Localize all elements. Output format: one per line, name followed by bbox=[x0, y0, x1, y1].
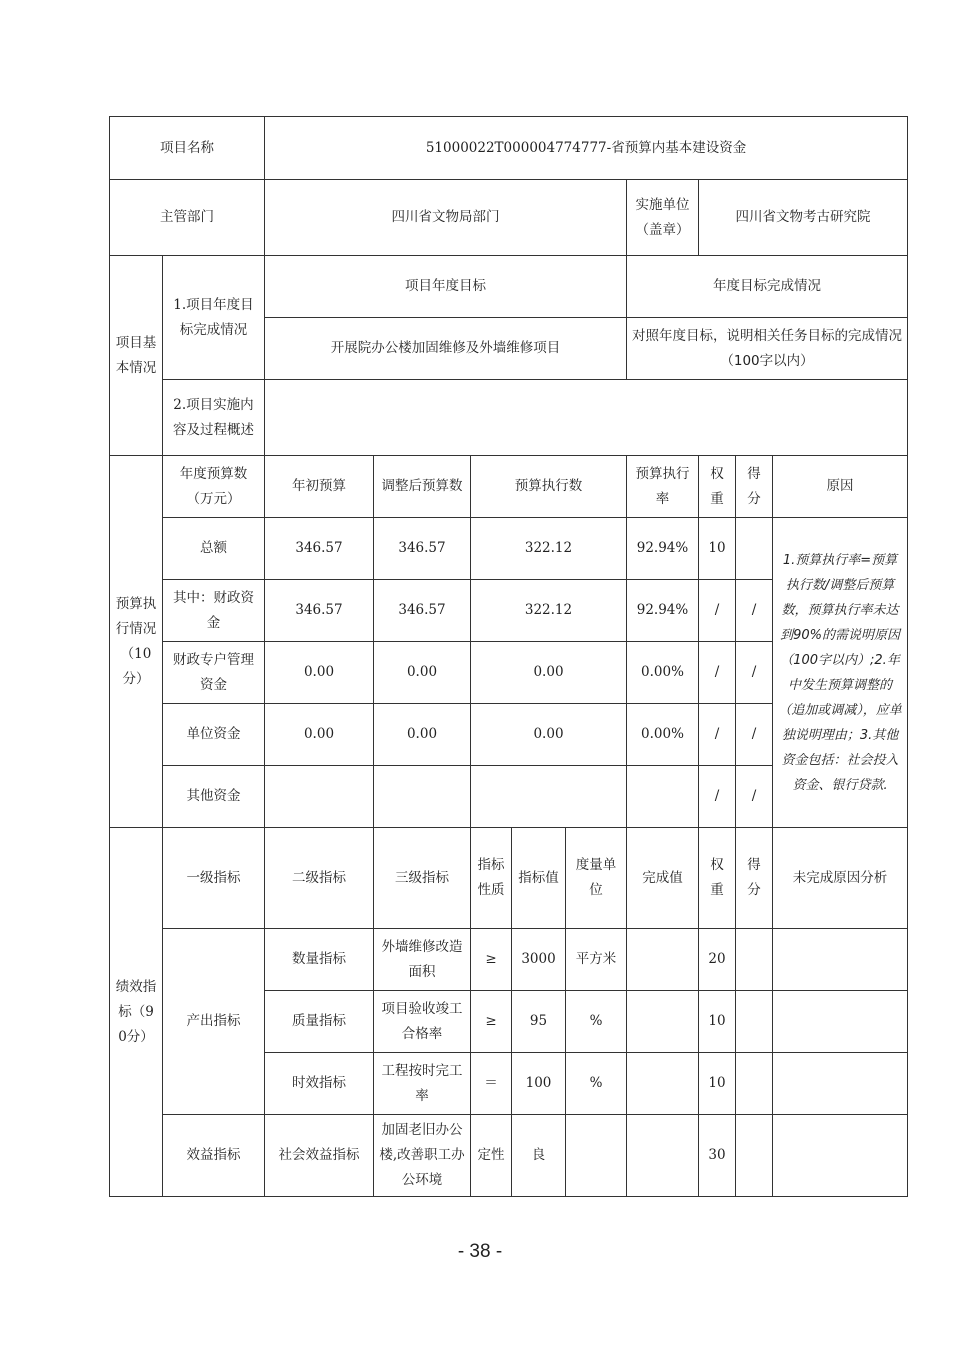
budget-row-initial: 346.57 bbox=[265, 580, 374, 642]
budget-header-reason: 原因 bbox=[773, 456, 908, 518]
budget-row-adjusted: 346.57 bbox=[374, 580, 471, 642]
perf-row-actual bbox=[627, 1115, 699, 1197]
perf-header-actual: 完成值 bbox=[627, 828, 699, 929]
annual-goal-value: 开展院办公楼加固维修及外墙维修项目 bbox=[265, 318, 627, 380]
budget-row-label: 其他资金 bbox=[163, 766, 265, 828]
perf-row-value: 良 bbox=[512, 1115, 566, 1197]
process-overview-label: 2.项目实施内容及过程概述 bbox=[163, 380, 265, 456]
perf-row-unit: % bbox=[566, 1053, 627, 1115]
department-label: 主管部门 bbox=[110, 180, 265, 256]
perf-row-score bbox=[736, 1053, 773, 1115]
project-name-value: 51000022T000004774777-省预算内基本建设资金 bbox=[265, 117, 908, 180]
budget-row-rate: 0.00% bbox=[627, 704, 699, 766]
budget-row-initial: 346.57 bbox=[265, 518, 374, 580]
basic-info-section-label: 项目基本情况 bbox=[110, 256, 163, 456]
perf-row-nature: 定性 bbox=[471, 1115, 512, 1197]
perf-header-level3: 三级指标 bbox=[374, 828, 471, 929]
department-value: 四川省文物局部门 bbox=[265, 180, 627, 256]
budget-header-executed: 预算执行数 bbox=[471, 456, 627, 518]
budget-row-weight: 10 bbox=[699, 518, 736, 580]
benefit-indicator-label: 效益指标 bbox=[163, 1115, 265, 1197]
budget-row-adjusted: 0.00 bbox=[374, 704, 471, 766]
perf-row-level3: 工程按时完工率 bbox=[374, 1053, 471, 1115]
perf-header-value: 指标值 bbox=[512, 828, 566, 929]
budget-row-label: 单位资金 bbox=[163, 704, 265, 766]
performance-section-label: 绩效指标（90分） bbox=[110, 828, 163, 1197]
budget-row-score: / bbox=[736, 766, 773, 828]
perf-row-level2: 质量指标 bbox=[265, 991, 374, 1053]
implementing-unit-label: 实施单位（盖章） bbox=[627, 180, 699, 256]
perf-row-value: 95 bbox=[512, 991, 566, 1053]
output-indicator-label: 产出指标 bbox=[163, 929, 265, 1115]
budget-header-annual: 年度预算数（万元） bbox=[163, 456, 265, 518]
perf-row-unit: 平方米 bbox=[566, 929, 627, 991]
budget-row-score bbox=[736, 518, 773, 580]
perf-row-actual bbox=[627, 991, 699, 1053]
budget-row-label: 财政专户管理资金 bbox=[163, 642, 265, 704]
perf-row-unit: % bbox=[566, 991, 627, 1053]
perf-header-weight: 权重 bbox=[699, 828, 736, 929]
budget-header-initial: 年初预算 bbox=[265, 456, 374, 518]
perf-row-analysis bbox=[773, 929, 908, 991]
perf-row-unit bbox=[566, 1115, 627, 1197]
annual-goal-header: 项目年度目标 bbox=[265, 256, 627, 318]
perf-row-nature: ≥ bbox=[471, 929, 512, 991]
perf-row-level3: 项目验收竣工合格率 bbox=[374, 991, 471, 1053]
budget-row-weight: / bbox=[699, 704, 736, 766]
budget-row-score: / bbox=[736, 580, 773, 642]
perf-row-weight: 10 bbox=[699, 1053, 736, 1115]
perf-row-weight: 10 bbox=[699, 991, 736, 1053]
perf-row-nature: ≥ bbox=[471, 991, 512, 1053]
perf-header-nature: 指标性质 bbox=[471, 828, 512, 929]
budget-row-executed: 0.00 bbox=[471, 642, 627, 704]
annual-goal-row-label: 1.项目年度目标完成情况 bbox=[163, 256, 265, 380]
perf-header-score: 得分 bbox=[736, 828, 773, 929]
perf-row-value: 3000 bbox=[512, 929, 566, 991]
budget-row-label: 总额 bbox=[163, 518, 265, 580]
performance-evaluation-table bbox=[109, 116, 908, 1197]
budget-row-rate bbox=[627, 766, 699, 828]
budget-row-label: 其中：财政资金 bbox=[163, 580, 265, 642]
budget-row-score: / bbox=[736, 704, 773, 766]
project-name-label: 项目名称 bbox=[110, 117, 265, 180]
perf-row-level2: 社会效益指标 bbox=[265, 1115, 374, 1197]
goal-completion-header: 年度目标完成情况 bbox=[627, 256, 908, 318]
budget-row-score: / bbox=[736, 642, 773, 704]
budget-row-weight: / bbox=[699, 580, 736, 642]
perf-row-nature: ＝ bbox=[471, 1053, 512, 1115]
budget-row-executed bbox=[471, 766, 627, 828]
perf-row-actual bbox=[627, 1053, 699, 1115]
budget-header-score: 得分 bbox=[736, 456, 773, 518]
perf-row-analysis bbox=[773, 991, 908, 1053]
perf-row-score bbox=[736, 1115, 773, 1197]
budget-reason-note: 1.预算执行率=预算执行数/调整后预算数，预算执行率未达到90%的需说明原因（100字以内）;2.年中发生预算调整的（追加或调减），应单独说明理由；3.其他资金包括：社会投入资金、银行贷款. bbox=[773, 518, 908, 828]
budget-row-initial: 0.00 bbox=[265, 642, 374, 704]
budget-row-rate: 92.94% bbox=[627, 518, 699, 580]
perf-row-level2: 数量指标 bbox=[265, 929, 374, 991]
budget-row-adjusted: 346.57 bbox=[374, 518, 471, 580]
budget-row-initial bbox=[265, 766, 374, 828]
perf-row-level3: 外墙维修改造面积 bbox=[374, 929, 471, 991]
perf-header-level2: 二级指标 bbox=[265, 828, 374, 929]
implementing-unit-value: 四川省文物考古研究院 bbox=[699, 180, 908, 256]
budget-header-adjusted: 调整后预算数 bbox=[374, 456, 471, 518]
budget-row-weight: / bbox=[699, 642, 736, 704]
perf-row-score bbox=[736, 991, 773, 1053]
budget-header-rate: 预算执行率 bbox=[627, 456, 699, 518]
budget-row-executed: 322.12 bbox=[471, 518, 627, 580]
process-overview-value bbox=[265, 380, 908, 456]
page-number: - 38 - bbox=[457, 1241, 503, 1262]
perf-row-weight: 20 bbox=[699, 929, 736, 991]
budget-row-executed: 0.00 bbox=[471, 704, 627, 766]
budget-section-label: 预算执行情况（10分） bbox=[110, 456, 163, 828]
perf-header-level1: 一级指标 bbox=[163, 828, 265, 929]
perf-row-level3: 加固老旧办公楼,改善职工办公环境 bbox=[374, 1115, 471, 1197]
perf-row-score bbox=[736, 929, 773, 991]
perf-row-actual bbox=[627, 929, 699, 991]
perf-row-value: 100 bbox=[512, 1053, 566, 1115]
perf-row-analysis bbox=[773, 1115, 908, 1197]
perf-row-weight: 30 bbox=[699, 1115, 736, 1197]
perf-row-level2: 时效指标 bbox=[265, 1053, 374, 1115]
budget-row-adjusted bbox=[374, 766, 471, 828]
perf-header-analysis: 未完成原因分析 bbox=[773, 828, 908, 929]
budget-row-weight: / bbox=[699, 766, 736, 828]
budget-row-executed: 322.12 bbox=[471, 580, 627, 642]
perf-row-analysis bbox=[773, 1053, 908, 1115]
goal-completion-value: 对照年度目标，说明相关任务目标的完成情况（100字以内） bbox=[627, 318, 908, 380]
budget-row-adjusted: 0.00 bbox=[374, 642, 471, 704]
perf-header-unit: 度量单位 bbox=[566, 828, 627, 929]
budget-header-weight: 权重 bbox=[699, 456, 736, 518]
budget-row-rate: 92.94% bbox=[627, 580, 699, 642]
budget-row-initial: 0.00 bbox=[265, 704, 374, 766]
budget-row-rate: 0.00% bbox=[627, 642, 699, 704]
